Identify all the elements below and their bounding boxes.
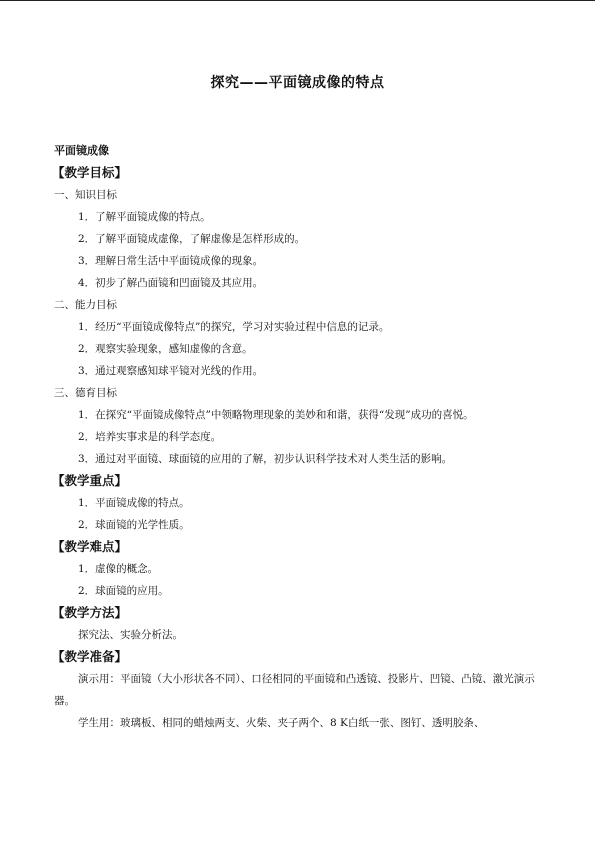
moral-goal-item: 2．培养实事求是的科学态度。 [78,431,222,443]
document-body [54,140,544,734]
section-heading-key: 【教学重点】 [52,473,128,488]
knowledge-goal-item: 3．理解日常生活中平面镜成像的现象。 [78,255,264,267]
knowledge-goal-item: 4．初步了解凸面镜和凹面镜及其应用。 [78,277,264,289]
knowledge-goal-item: 2．了解平面镜成虚像，了解虚像是怎样形成的。 [78,233,306,245]
key-point-item: 1．平面镜成像的特点。 [78,497,190,509]
section-heading-difficult: 【教学难点】 [52,539,128,554]
header-rule [0,0,595,1]
method-text: 探究法、实验分析法。 [78,629,183,641]
ability-goal-item: 2．观察实验现象，感知虚像的含意。 [78,343,253,355]
key-point-item: 2．球面镜的光学性质。 [78,519,190,531]
prep-student-text: 学生用：玻璃板、相同的蜡烛两支、火柴、夹子两个、8 K白纸一张、图钉、透明胶条、 [78,717,485,729]
moral-goal-item: 3．通过对平面镜、球面镜的应用的了解，初步认识科学技术对人类生活的影响。 [78,453,453,465]
difficult-point-item: 2．球面镜的应用。 [78,585,169,597]
moral-goals-heading: 三、德育目标 [54,387,117,399]
prep-demo-text: 演示用：平面镜（大小形状各不同）、口径相同的平面镜和凸透镜、投影片、凹镜、凸镜、激光演示器。 [54,673,535,707]
moral-goal-item: 1．在探究“平面镜成像特点”中领略物理现象的美妙和和谐，获得“发现”成功的喜悦。 [78,409,474,421]
section-heading-prep: 【教学准备】 [52,649,128,664]
page-title: 探究——平面镜成像的特点 [210,75,385,91]
section-heading-goals: 【教学目标】 [52,165,128,180]
difficult-point-item: 1．虚像的概念。 [78,563,159,575]
knowledge-goal-item: 1．了解平面镜成像的特点。 [78,211,211,223]
ability-goal-item: 3．通过观察感知球平镜对光线的作用。 [78,365,264,377]
knowledge-goals-heading: 一、知识目标 [54,189,117,201]
ability-goals-heading: 二、能力目标 [54,299,117,311]
section-heading-method: 【教学方法】 [52,605,128,620]
ability-goal-item: 1．经历“平面镜成像特点”的探究，学习对实验过程中信息的记录。 [78,321,390,333]
lesson-subtitle: 平面镜成像 [54,144,109,157]
